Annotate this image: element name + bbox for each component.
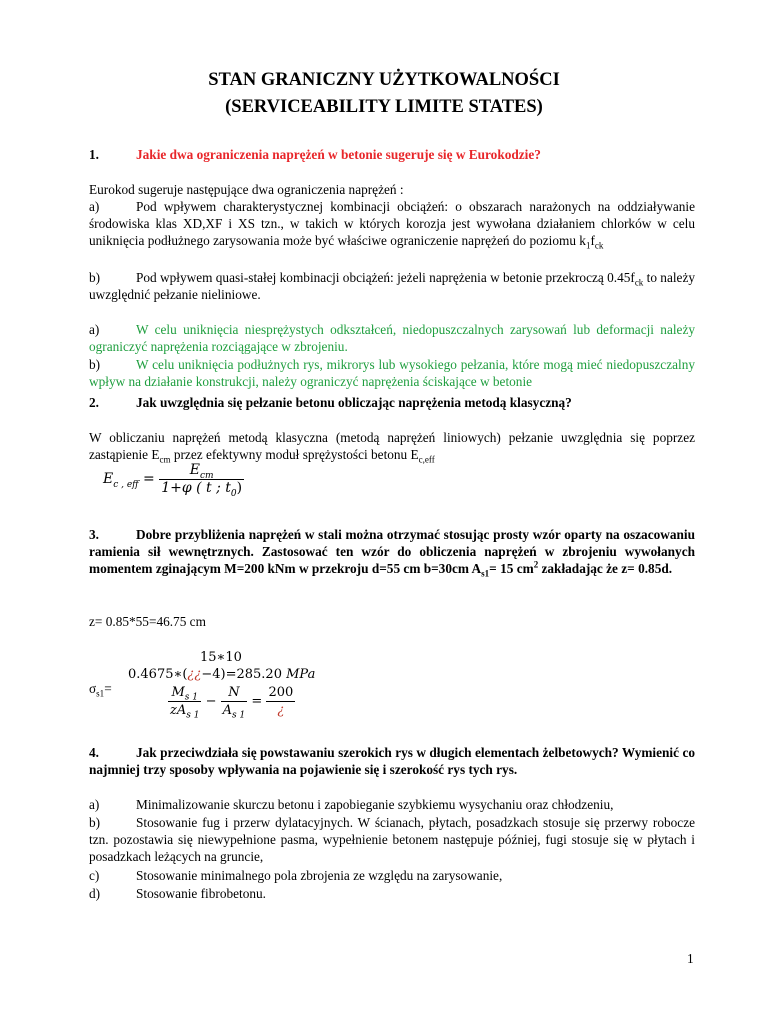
item-letter: b) — [89, 270, 101, 285]
item-text-f: f — [590, 233, 595, 248]
numerator: N — [228, 685, 240, 700]
question-text: Dobre przybliżenia naprężeń w stali można otrzymać stosując prosty wzór oparty na oszacowaniu ramienia sił wewnętrznych. Zastosować ten wzór do obliczenia naprężeń w zbrojeniu wywołanych momentem zginającym M=200 kNm w przekroju d=55 cm b=30cm A — [89, 527, 695, 576]
formula-middle-line — [128, 666, 315, 683]
q1-item-a — [89, 198, 695, 249]
q4-item-a — [89, 796, 695, 813]
item-text: W celu uniknięcia podłużnych rys, mikrorys lub wysokiego pełzania, które mogą mieć niedopuszczalny wpływ na działanie konstrukcji, należy ograniczyć naprężenia ściskające w betonie — [89, 357, 695, 389]
formula-stress-fractions — [168, 684, 295, 719]
q1-intro: Eurokod sugeruje następujące dwa ograniczenia naprężeń : — [89, 182, 404, 197]
item-text: Pod wpływem charakterystycznej kombinacji obciążeń: o obszarach narażonych na oddziaływanie środowiska klas XD,XF i XS tzn., w takich w których korozja jest wywołana działaniem chlorków w celu uniknięcia podłużnego zarysowania może być właściwe ograniczenie naprężeń do poziomu k — [89, 199, 695, 248]
formula-top-term: 15∗10 — [200, 650, 242, 665]
title-line-2: (SERVICEABILITY LIMITE STATES) — [225, 97, 543, 117]
question-text-3: zakładając że z= 0.85d. — [538, 561, 673, 576]
item-text: W celu uniknięcia niesprężystych odkształceń, niedopuszczalnych zarysowań lub deformacji należy ograniczyć naprężenia rozciągające w zbrojeniu. — [89, 322, 695, 354]
q4-item-c — [89, 867, 695, 884]
item-text: Stosowanie fug i przerw dylatacyjnych. W ścianach, płytach, posadzkach stosuje się przerwy robocze tzn. pozostawia się niewypełnione pasma, wypełnienie betonem następuje później, fugi stosuje się w płytach i posadzkach leżących na gruncie, — [89, 815, 695, 864]
fraction-denominator: 1+φ ( t ; t — [161, 480, 231, 496]
denominator-end: ) — [236, 480, 243, 496]
formula-lhs: E — [103, 471, 114, 487]
q1-item-b — [89, 269, 695, 303]
equals-sign: = — [143, 471, 155, 487]
subscript: ck — [594, 240, 604, 251]
sigma-sub: s1 — [96, 688, 105, 699]
subscript: 1 — [585, 240, 591, 251]
question-text: Jak uwzględnia się pełzanie betonu obliczając naprężenia metodą klasyczną? — [136, 395, 572, 410]
formula-lhs-sub: c , eff — [113, 479, 139, 490]
numerator: M — [171, 685, 185, 700]
item-letter: b) — [89, 357, 101, 372]
question-number: 3. — [89, 527, 99, 542]
q1-green-item-b — [89, 356, 695, 390]
numerator: 200 — [268, 685, 294, 700]
fraction-2 — [221, 684, 248, 719]
item-letter: a) — [89, 797, 100, 812]
item-letter: a) — [89, 199, 100, 214]
question-number: 2. — [89, 395, 99, 410]
question-3 — [89, 526, 695, 577]
page-number: 1 — [687, 951, 694, 966]
formula-unit: MPa — [286, 667, 316, 682]
denominator: zA — [170, 703, 187, 718]
q4-item-d — [89, 885, 695, 902]
item-letter: c) — [89, 868, 100, 883]
sigma-label — [89, 680, 112, 697]
numerator-sub: s 1 — [184, 692, 198, 703]
sigma-equals: = — [104, 681, 112, 696]
title-line-1: STAN GRANICZNY UŻYTKOWALNOŚCI — [208, 70, 560, 90]
question-text: Jakie dwa ograniczenia naprężeń w betonie sugeruje się w Eurokodzie? — [136, 147, 541, 162]
minus-sign: − — [205, 694, 217, 709]
formula-effective-modulus — [103, 462, 244, 497]
subscript: ck — [634, 277, 644, 288]
question-text-2: = 15 cm — [489, 561, 534, 576]
sigma-symbol: σ — [89, 681, 97, 696]
subscript: cm — [159, 454, 171, 465]
question-text: Jak przeciwdziała się powstawaniu szerokich rys w długich elementach żelbetowych? Wymienić co najmniej trzy sposoby wpływania na pojawienie się i szerokość rys tych rys. — [89, 745, 695, 777]
q2-body — [89, 429, 695, 463]
body-text-2: przez efektywny moduł sprężystości betonu E — [170, 447, 419, 462]
item-letter: d) — [89, 886, 101, 901]
fraction — [159, 462, 244, 497]
numerator-sub: cm — [199, 470, 214, 481]
subscript: c,eff — [418, 454, 435, 465]
subscript: s1 — [481, 568, 490, 579]
denominator-sub: s 1 — [186, 710, 200, 721]
denominator-sub: 0 — [230, 488, 237, 499]
question-1 — [89, 146, 695, 163]
item-text: Minimalizowanie skurczu betonu i zapobieganie szybkiemu wysychaniu oraz chłodzeniu, — [136, 797, 614, 812]
fraction-numerator: E — [189, 462, 200, 478]
item-letter: b) — [89, 815, 101, 830]
q4-item-b — [89, 814, 695, 865]
fraction-3 — [266, 684, 295, 719]
formula-part-2: −4)=285.20 — [201, 667, 287, 682]
item-text-end: to należy uwzględnić pełzanie nieliniowe. — [89, 270, 696, 302]
z-calculation: z= 0.85*55=46.75 cm — [89, 614, 206, 629]
denominator-error-glyph: ¿ — [277, 703, 285, 718]
equals-sign: = — [251, 694, 263, 709]
question-number: 4. — [89, 745, 99, 760]
item-text: Stosowanie fibrobetonu. — [136, 886, 266, 901]
denominator: A — [222, 703, 233, 718]
question-number: 1. — [89, 147, 99, 162]
item-letter: a) — [89, 322, 100, 337]
q1-green-item-a — [89, 321, 695, 355]
item-text: Pod wpływem quasi-stałej kombinacji obciążeń: jeżeli naprężenia w betonie przekroczą 0.45f — [136, 270, 635, 285]
formula-part: 0.4675∗( — [128, 667, 188, 682]
formula-error-glyph: ¿¿ — [187, 667, 202, 682]
item-text: Stosowanie minimalnego pola zbrojenia ze względu na zarysowanie, — [136, 868, 503, 883]
superscript: 2 — [533, 559, 539, 570]
question-2 — [89, 394, 695, 411]
denominator-sub: s 1 — [232, 710, 246, 721]
question-4 — [89, 744, 695, 778]
body-text: W obliczaniu naprężeń metodą klasyczna (metodą naprężeń liniowych) pełzanie uwzględnia się poprzez zastąpienie E — [89, 430, 695, 462]
fraction-1 — [168, 684, 201, 719]
